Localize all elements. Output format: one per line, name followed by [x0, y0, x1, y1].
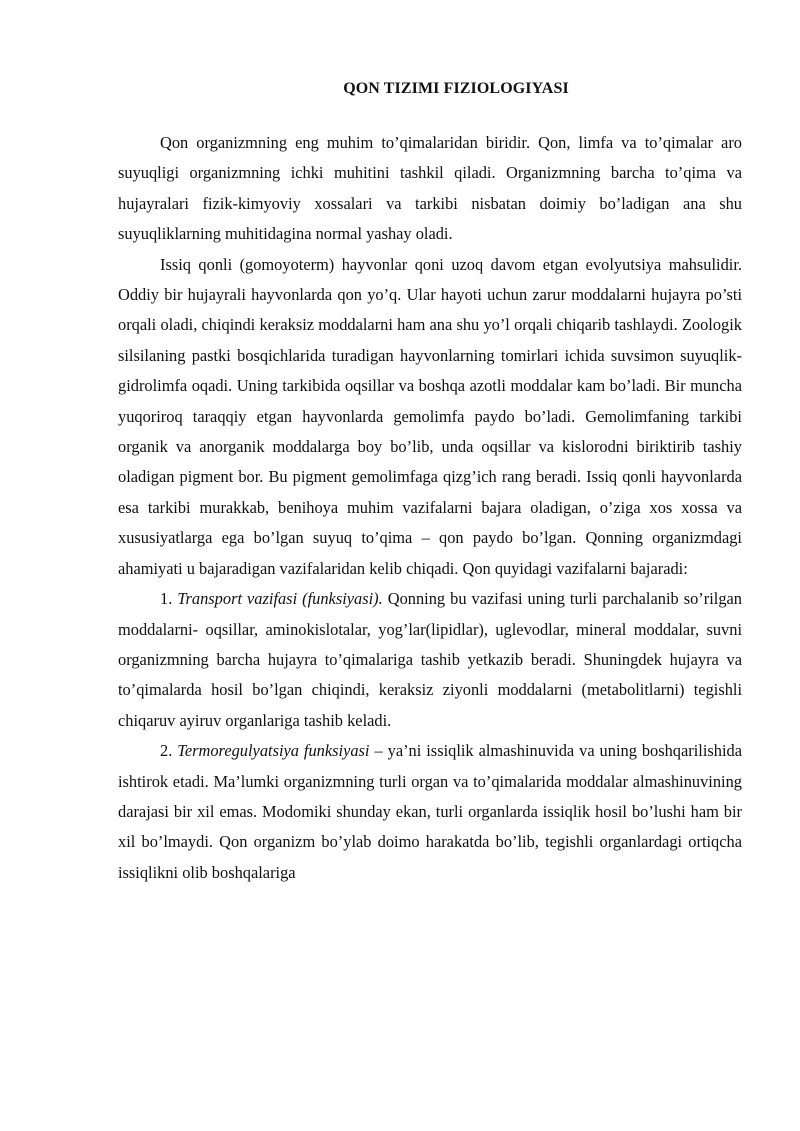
paragraph-text: Issiq qonli (gomoyoterm) hayvonlar qoni uzoq davom etgan evolyutsiya mahsulidir. Oddiy bir hujayrali hayvonlarda qon yo’q. Ular hayoti uchun zarur moddalarni hujayra po’sti orqali oladi, chiqindi keraksiz moddalarni ham ana shu yo’l orqali chiqarib tashlaydi. Zoologik silsilaning pastki bosqichlarida turadigan hayvonlarning tomirlari ichida suvsimon suyuqlik-gidrolimfa oqadi. Uning tarkibida oqsillar va boshqa azotli moddalar kam bo’ladi. Bir muncha yuqoriroq taraqqiy etgan hayvonlarda gemolimfa paydo bo’ladi. Gemolimfaning tarkibi organik va anorganik moddalarga boy bo’lib, unda oqsillar va kislorodni biriktirib tashiy oladigan pigment bor. Bu pigment gemolimfaga qizg’ich rang beradi. Issiq qonli hayvonlarda esa tarkibi murakkab, benihoya muhim vazifalarni bajara oladigan, o’ziga xos xossa va xususiyatlarga ega bo’lgan suyuq to’qima – qon paydo bo’lgan. Qonning organizmdagi ahamiyati u bajaradigan vazifalaridan kelib chiqadi. Qon quyidagi vazifalarni bajaradi: — [118, 254, 742, 578]
paragraph-evolution — [118, 250, 742, 584]
list-heading: Transport vazifasi (funksiyasi). — [177, 589, 383, 609]
list-text: – ya’ni issiqlik almashinuvida va uning boshqarilishida ishtirok etadi. Ma’lumki organizmning turli organ va to’qimalarida moddalar almashinuvining darajasi bir xil emas. Modomiki shunday ekan, turli organlarda issiqlik hosil bo’lushi ham bir xil bo’lmaydi. Qon organizm bo’ylab doimo harakatda bo’lib, tegishli organlardagi ortiqcha issiqlikni olib boshqalariga — [118, 741, 742, 882]
document-page — [118, 74, 742, 888]
paragraph-intro — [118, 128, 742, 250]
list-item-thermoregulation — [118, 736, 742, 888]
document-title: QON TIZIMI FIZIOLOGIYASI — [343, 80, 569, 97]
paragraph-text: Qon organizmning eng muhim to’qimalaridan biridir. Qon, limfa va to’qimalar aro suyuqligi organizmning ichki muhitini tashkil qiladi. Organizmning barcha to’qima va hujayralari fizik-kimyoviy xossalari va tarkibi nisbatan doimiy bo’ladigan ana shu suyuqliklarning muhitidagina normal yashay oladi. — [118, 133, 742, 244]
list-heading: Termoregulyatsiya funksiyasi — [177, 741, 370, 761]
list-item-transport — [118, 584, 742, 736]
list-number: 1. — [160, 589, 173, 609]
list-text: Qonning bu vazifasi uning turli parchalanib so’rilgan moddalarni- oqsillar, aminokislotalar, yog’lar(lipidlar), uglevodlar, mineral moddalar, suvni organizmning barcha hujayra to’qimalariga tashib yetkazib beradi. Shuningdek hujayra va to’qimalarda hosil bo’lgan chiqindi, keraksiz ziyonli moddalarni (metabolitlarni) tegishli chiqaruv ayiruv organlariga tashib keladi. — [118, 589, 742, 730]
list-number: 2. — [160, 741, 173, 761]
